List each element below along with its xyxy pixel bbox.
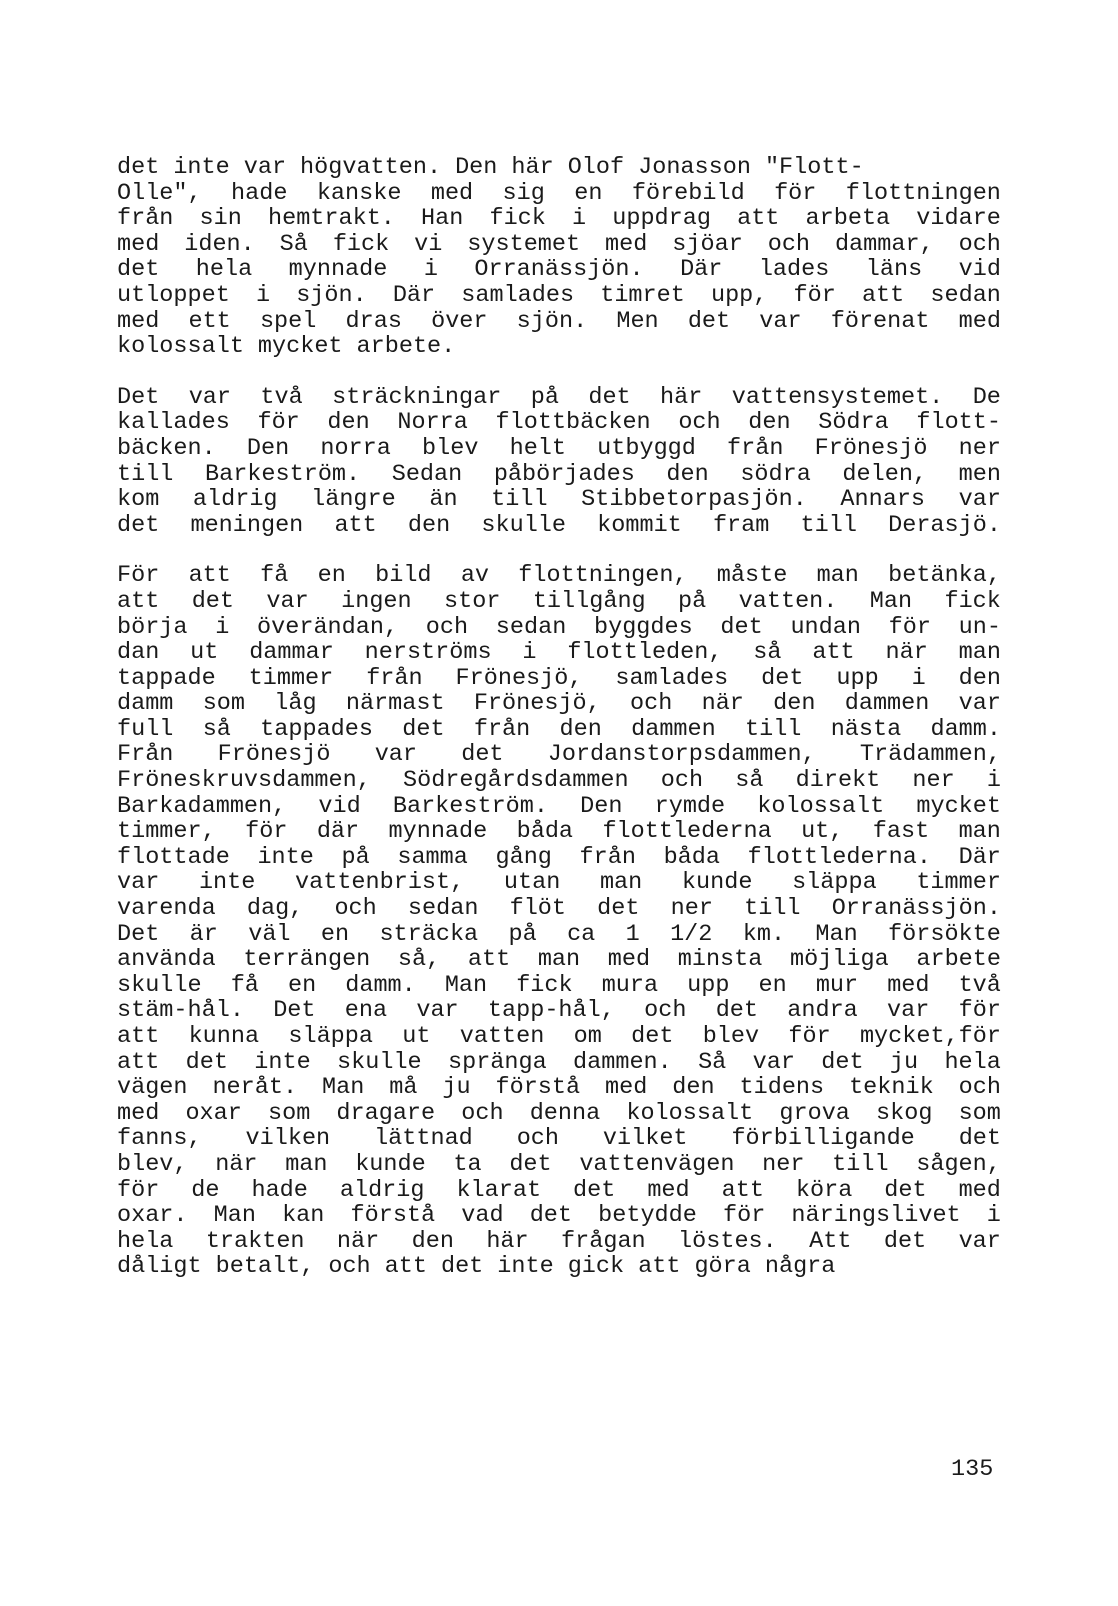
text-line: tappade timmer från Frönesjö, samlades det upp i den <box>117 664 1001 692</box>
text-line: fanns, vilken lättnad och vilket förbilligande det <box>117 1125 1001 1153</box>
text-line: blev, när man kunde ta det vattenvägen ner till sågen, <box>117 1150 1001 1178</box>
text-line: att det inte skulle spränga dammen. Så var det ju hela <box>117 1048 1001 1076</box>
text-line: från sin hemtrakt. Han fick i uppdrag att arbeta vidare <box>117 205 1001 233</box>
text-line: för de hade aldrig klarat det med att köra det med <box>117 1176 1001 1204</box>
text-line: det meningen att den skulle kommit fram till Derasjö. <box>117 511 1001 539</box>
text-line: med iden. Så fick vi systemet med sjöar och dammar, och <box>117 230 1001 258</box>
text-line: det inte var högvatten. Den här Olof Jonasson "Flott- <box>117 154 864 181</box>
text-line: skulle få en damm. Man fick mura upp en mur med två <box>117 971 1001 999</box>
text-line: För att få en bild av flottningen, måste man betänka, <box>117 562 1001 590</box>
text-line: Olle", hade kanske med sig en förebild för flottningen <box>117 179 1001 207</box>
paragraph-3 <box>117 563 1001 1280</box>
text-line: dåligt betalt, och att det inte gick att göra några <box>117 1253 836 1281</box>
text-line: Fröneskruvsdammen, Södregårdsdammen och så direkt ner i <box>117 767 1001 795</box>
text-line: börja i överändan, och sedan byggdes det undan för un- <box>117 613 1001 641</box>
text-line: med ett spel dras över sjön. Men det var förenat med <box>117 307 1001 335</box>
text-line: flottade inte på samma gång från båda flottlederna. Där <box>117 843 1001 871</box>
text-line: med oxar som dragare och denna kolossalt grova skog som <box>117 1099 1001 1127</box>
paragraph-2 <box>117 385 1001 539</box>
text-line: Det är väl en sträcka på ca 1 1/2 km. Man försökte <box>117 920 1001 948</box>
page-number: 135 <box>951 1456 994 1483</box>
text-line: använda terrängen så, att man med minsta möjliga arbete <box>117 946 1001 974</box>
text-line: Från Frönesjö var det Jordanstorpsdammen, Trädammen, <box>117 741 1001 769</box>
text-line: timmer, för där mynnade båda flottlederna ut, fast man <box>117 818 1001 846</box>
text-line: var inte vattenbrist, utan man kunde släppa timmer <box>117 869 1001 897</box>
text-line: varenda dag, och sedan flöt det ner till Orranässjön. <box>117 895 1001 923</box>
text-line: kom aldrig längre än till Stibbetorpasjön. Annars var <box>117 486 1001 514</box>
text-line: till Barkeström. Sedan påbörjades den södra delen, men <box>117 460 1001 488</box>
text-line: dan ut dammar nerströms i flottleden, så att när man <box>117 639 1001 667</box>
text-line: stäm-hål. Det ena var tapp-hål, och det andra var för <box>117 997 1001 1025</box>
text-line: bäcken. Den norra blev helt utbyggd från Frönesjö ner <box>117 434 1001 462</box>
text-line: utloppet i sjön. Där samlades timret upp, för att sedan <box>117 281 1001 309</box>
text-line: att kunna släppa ut vatten om det blev för mycket,för <box>117 1023 1001 1050</box>
text-line: full så tappades det från den dammen till nästa damm. <box>117 715 1001 743</box>
paragraph-1 <box>117 155 1001 360</box>
text-line: det hela mynnade i Orranässjön. Där lades läns vid <box>117 256 1001 284</box>
text-line: kolossalt mycket arbete. <box>117 333 456 361</box>
text-line: oxar. Man kan förstå vad det betydde för näringslivet i <box>117 1202 1001 1230</box>
text-line: Det var två sträckningar på det här vattensystemet. De <box>117 383 1001 411</box>
text-line: kallades för den Norra flottbäcken och den Södra flott- <box>117 409 1001 437</box>
text-line: vägen neråt. Man må ju förstå med den tidens teknik och <box>117 1074 1001 1102</box>
page-text <box>117 155 1001 1280</box>
text-line: att det var ingen stor tillgång på vatten. Man fick <box>117 587 1001 615</box>
text-line: Barkadammen, vid Barkeström. Den rymde kolossalt mycket <box>117 792 1001 820</box>
text-line: hela trakten när den här frågan löstes. Att det var <box>117 1227 1001 1255</box>
text-line: damm som låg närmast Frönesjö, och när den dammen var <box>117 690 1001 718</box>
